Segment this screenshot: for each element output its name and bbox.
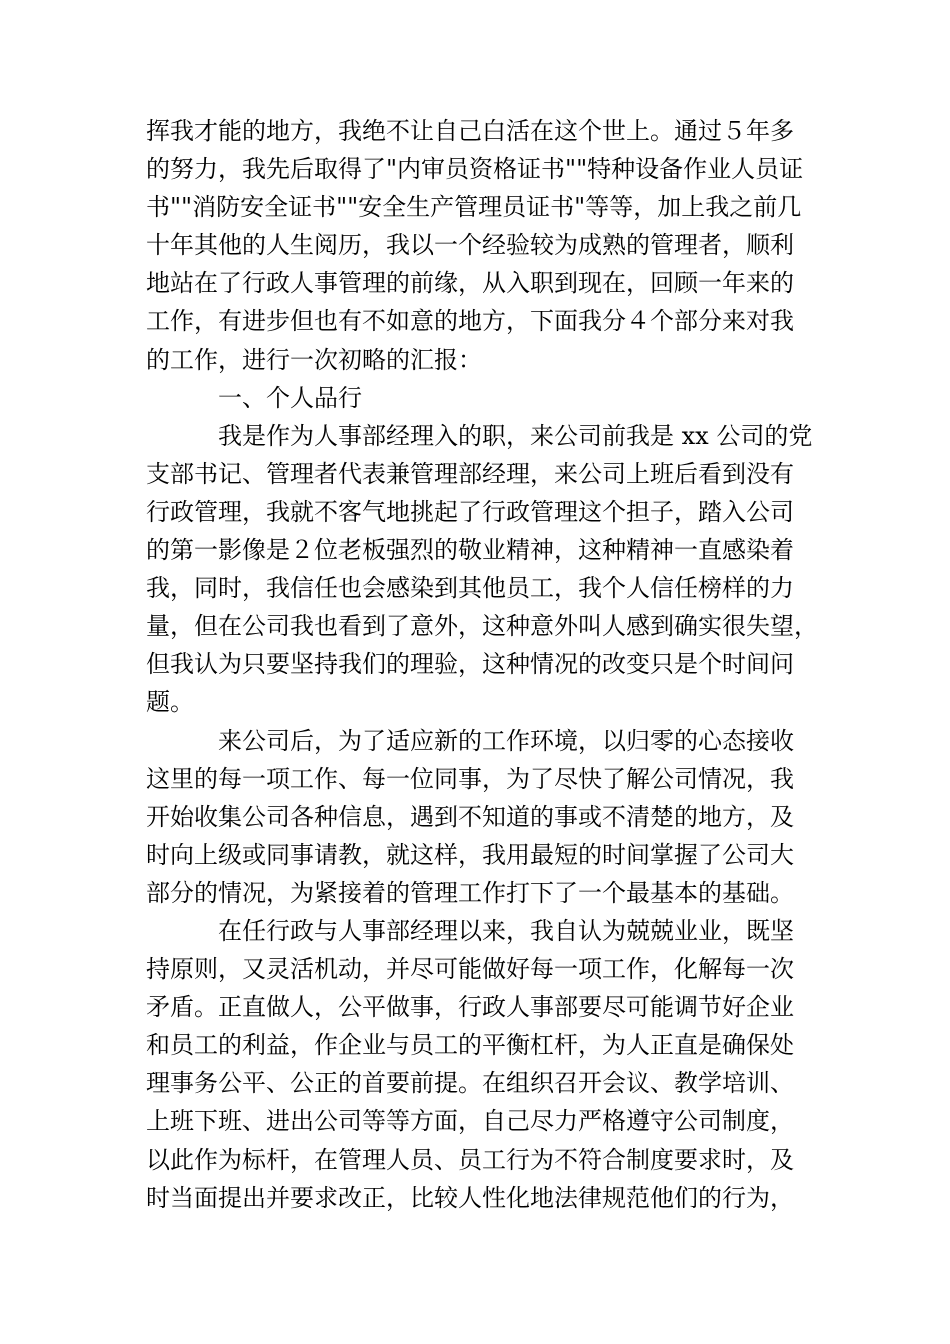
text-line: 工作，有进步但也有不如意的地方，下面我分４个部分来对我 bbox=[146, 307, 794, 336]
text-line: 上班下班、进出公司等等方面，自己尽力严格遵守公司制度， bbox=[146, 1107, 794, 1136]
text-line: 以此作为标杆，在管理人员、员工行为不符合制度要求时，及 bbox=[146, 1145, 794, 1174]
text-line: 持原则，又灵活机动，并尽可能做好每一项工作，化解每一次 bbox=[146, 955, 794, 984]
text-line: 的第一影像是２位老板强烈的敬业精神，这种精神一直感染着 bbox=[146, 536, 794, 565]
text-line: 来公司后，为了适应新的工作环境，以归零的心态接收 bbox=[218, 726, 794, 755]
text-line: 量，但在公司我也看到了意外，这种意外叫人感到确实很失望， bbox=[146, 612, 818, 641]
text-line: 这里的每一项工作、每一位同事，为了尽快了解公司情况，我 bbox=[146, 764, 794, 793]
text-line: 的工作，进行一次初略的汇报： bbox=[146, 345, 482, 374]
text-line: 在任行政与人事部经理以来，我自认为兢兢业业，既坚 bbox=[218, 916, 794, 945]
text-line: 和员工的利益，作企业与员工的平衡杠杆，为人正直是确保处 bbox=[146, 1031, 794, 1060]
document-body bbox=[146, 112, 818, 1217]
text-line: 我，同时，我信任也会感染到其他员工，我个人信任榜样的力 bbox=[146, 574, 794, 603]
text-line: 的努力，我先后取得了"内审员资格证书""特种设备作业人员证 bbox=[146, 155, 804, 184]
text-line: 时向上级或同事请教，就这样，我用最短的时间掌握了公司大 bbox=[146, 840, 794, 869]
text-line: 地站在了行政人事管理的前缘，从入职到现在，回顾一年来的 bbox=[146, 269, 794, 298]
text-line: 我是作为人事部经理入的职，来公司前我是 xx 公司的党 bbox=[218, 421, 813, 450]
text-line: 矛盾。正直做人，公平做事，行政人事部要尽可能调节好企业 bbox=[146, 993, 794, 1022]
text-line: 书""消防安全证书""安全生产管理员证书"等等，加上我之前几 bbox=[146, 193, 802, 222]
text-line: 挥我才能的地方，我绝不让自己白活在这个世上。通过５年多 bbox=[146, 117, 794, 145]
text-line: 十年其他的人生阅历，我以一个经验较为成熟的管理者，顺利 bbox=[146, 231, 794, 260]
text-line: 行政管理，我就不客气地挑起了行政管理这个担子，踏入公司 bbox=[146, 497, 794, 526]
text-line: 题。 bbox=[146, 688, 194, 717]
text-line: 理事务公平、公正的首要前提。在组织召开会议、教学培训、 bbox=[146, 1069, 794, 1098]
text-line: 开始收集公司各种信息，遇到不知道的事或不清楚的地方，及 bbox=[146, 802, 794, 831]
text-line: 支部书记、管理者代表兼管理部经理，来公司上班后看到没有 bbox=[146, 459, 794, 488]
section-heading: 一、个人品行 bbox=[218, 383, 362, 412]
text-line: 时当面提出并要求改正，比较人性化地法律规范他们的行为， bbox=[146, 1183, 794, 1212]
text-line: 部分的情况，为紧接着的管理工作打下了一个最基本的基础。 bbox=[146, 878, 794, 907]
text-line: 但我认为只要坚持我们的理验，这种情况的改变只是个时间问 bbox=[146, 650, 794, 679]
